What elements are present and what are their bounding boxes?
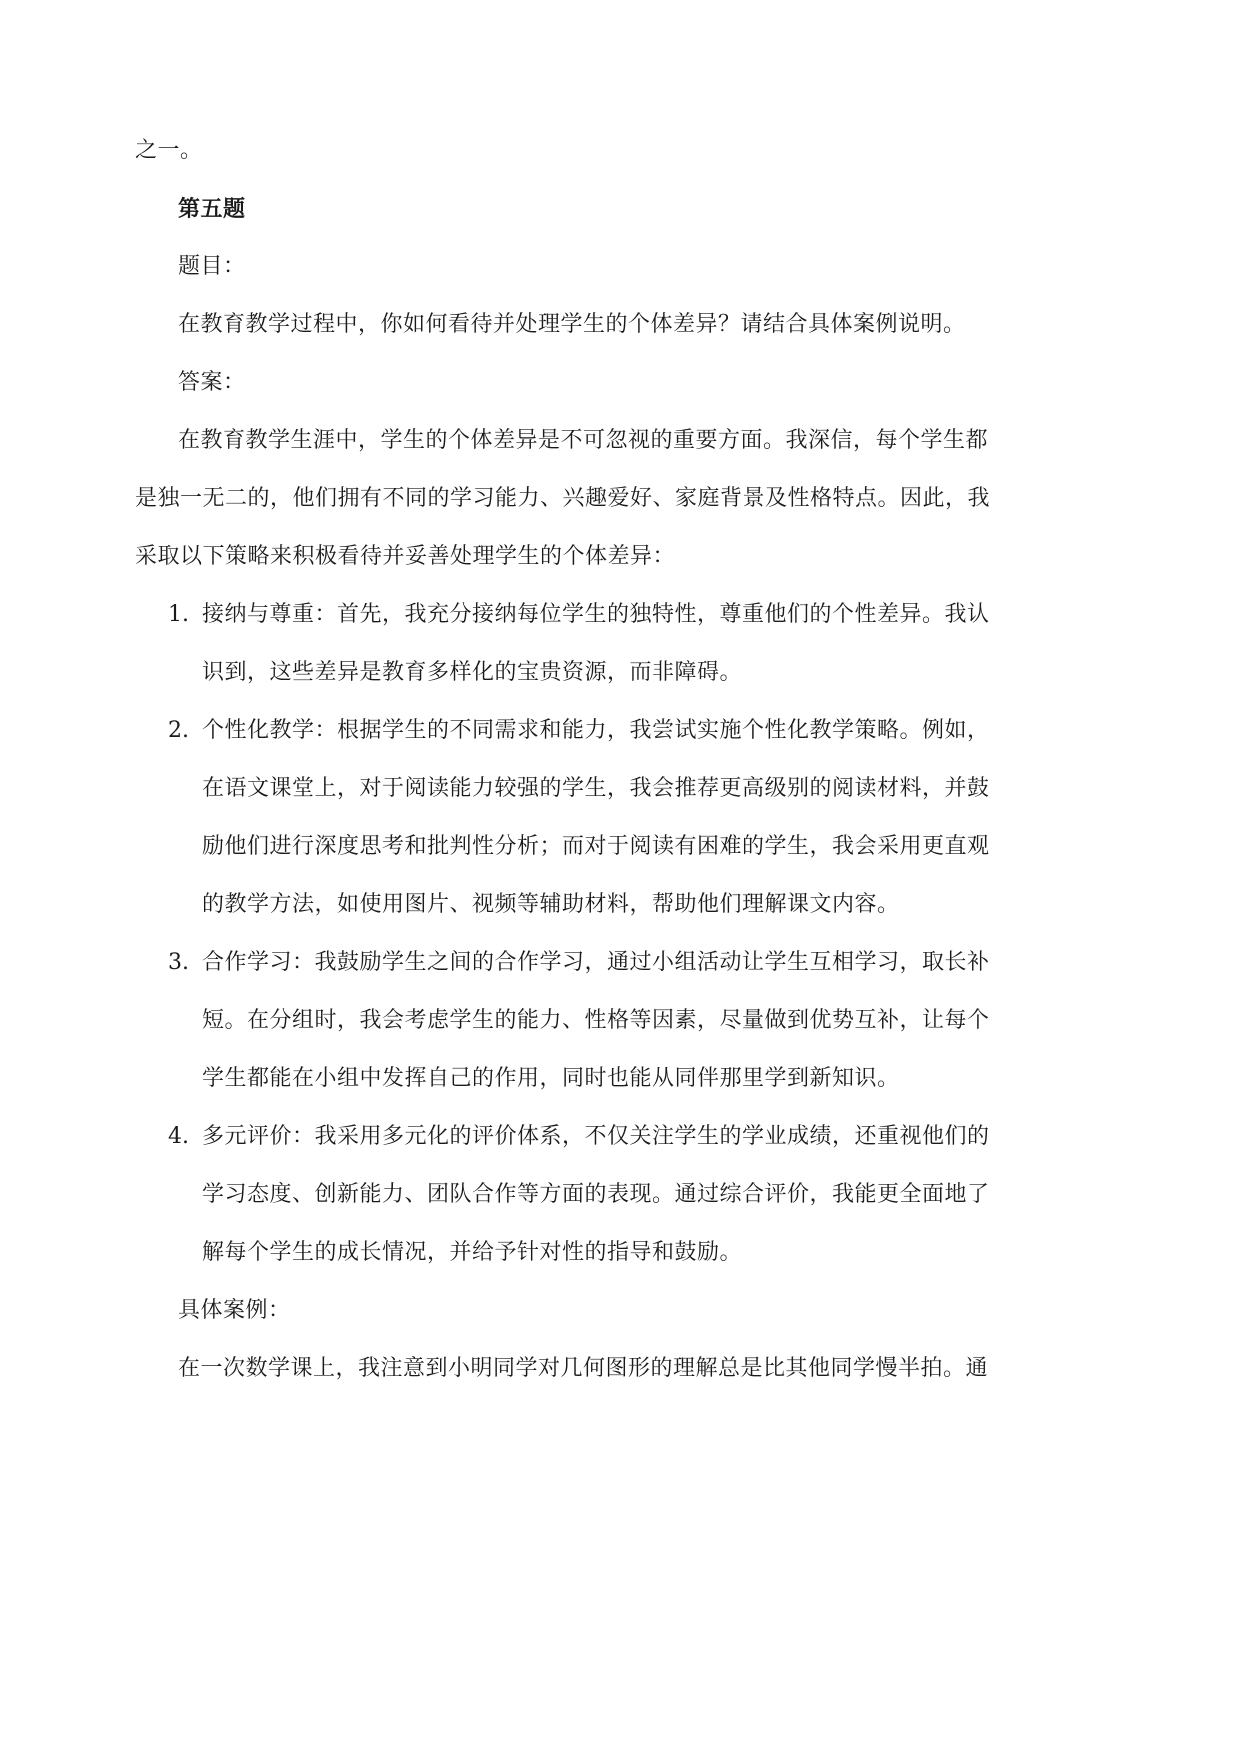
case-text: 在一次数学课上，我注意到小明同学对几何图形的理解总是比其他同学慢半拍。通 bbox=[178, 1356, 989, 1381]
strategy-line: 励他们进行深度思考和批判性分析；而对于阅读有困难的学生，我会采用更直观 bbox=[202, 834, 990, 859]
question-label: 题目： bbox=[178, 254, 246, 279]
answer-label: 答案： bbox=[178, 370, 246, 395]
strategy-line: 学生都能在小组中发挥自己的作用，同时也能从同伴那里学到新知识。 bbox=[202, 1066, 900, 1091]
strategy-line: 的教学方法，如使用图片、视频等辅助材料，帮助他们理解课文内容。 bbox=[202, 892, 900, 917]
strategy-number: 3. bbox=[168, 950, 189, 975]
strategy-number: 4. bbox=[168, 1124, 189, 1149]
strategy-number: 2. bbox=[168, 718, 189, 743]
strategy-line: 在语文课堂上，对于阅读能力较强的学生，我会推荐更高级别的阅读材料，并鼓 bbox=[202, 776, 990, 801]
strategy-number: 1. bbox=[168, 602, 189, 627]
case-label: 具体案例： bbox=[178, 1298, 291, 1323]
intro-line: 是独一无二的，他们拥有不同的学习能力、兴趣爱好、家庭背景及性格特点。因此，我 bbox=[135, 486, 991, 511]
section-title: 第五题 bbox=[178, 196, 246, 222]
intro-line: 采取以下策略来积极看待并妥善处理学生的个体差异： bbox=[135, 544, 676, 569]
question-text: 在教育教学过程中，你如何看待并处理学生的个体差异？请结合具体案例说明。 bbox=[178, 312, 966, 337]
strategy-line: 接纳与尊重：首先，我充分接纳每位学生的独特性，尊重他们的个性差异。我认 bbox=[202, 602, 990, 627]
intro-line: 在教育教学生涯中，学生的个体差异是不可忽视的重要方面。我深信，每个学生都 bbox=[178, 428, 989, 453]
strategy-line: 解每个学生的成长情况，并给予针对性的指导和鼓励。 bbox=[202, 1240, 743, 1265]
strategy-line: 个性化教学：根据学生的不同需求和能力，我尝试实施个性化教学策略。例如， bbox=[202, 718, 990, 743]
strategy-line: 学习态度、创新能力、团队合作等方面的表现。通过综合评价，我能更全面地了 bbox=[202, 1182, 990, 1207]
strategy-line: 多元评价：我采用多元化的评价体系，不仅关注学生的学业成绩，还重视他们的 bbox=[202, 1124, 990, 1149]
strategy-line: 合作学习：我鼓励学生之间的合作学习，通过小组活动让学生互相学习，取长补 bbox=[202, 950, 990, 975]
strategy-line: 识到，这些差异是教育多样化的宝贵资源，而非障碍。 bbox=[202, 660, 743, 685]
strategy-line: 短。在分组时，我会考虑学生的能力、性格等因素，尽量做到优势互补，让每个 bbox=[202, 1008, 990, 1033]
continuation-text: 之一。 bbox=[135, 138, 203, 163]
